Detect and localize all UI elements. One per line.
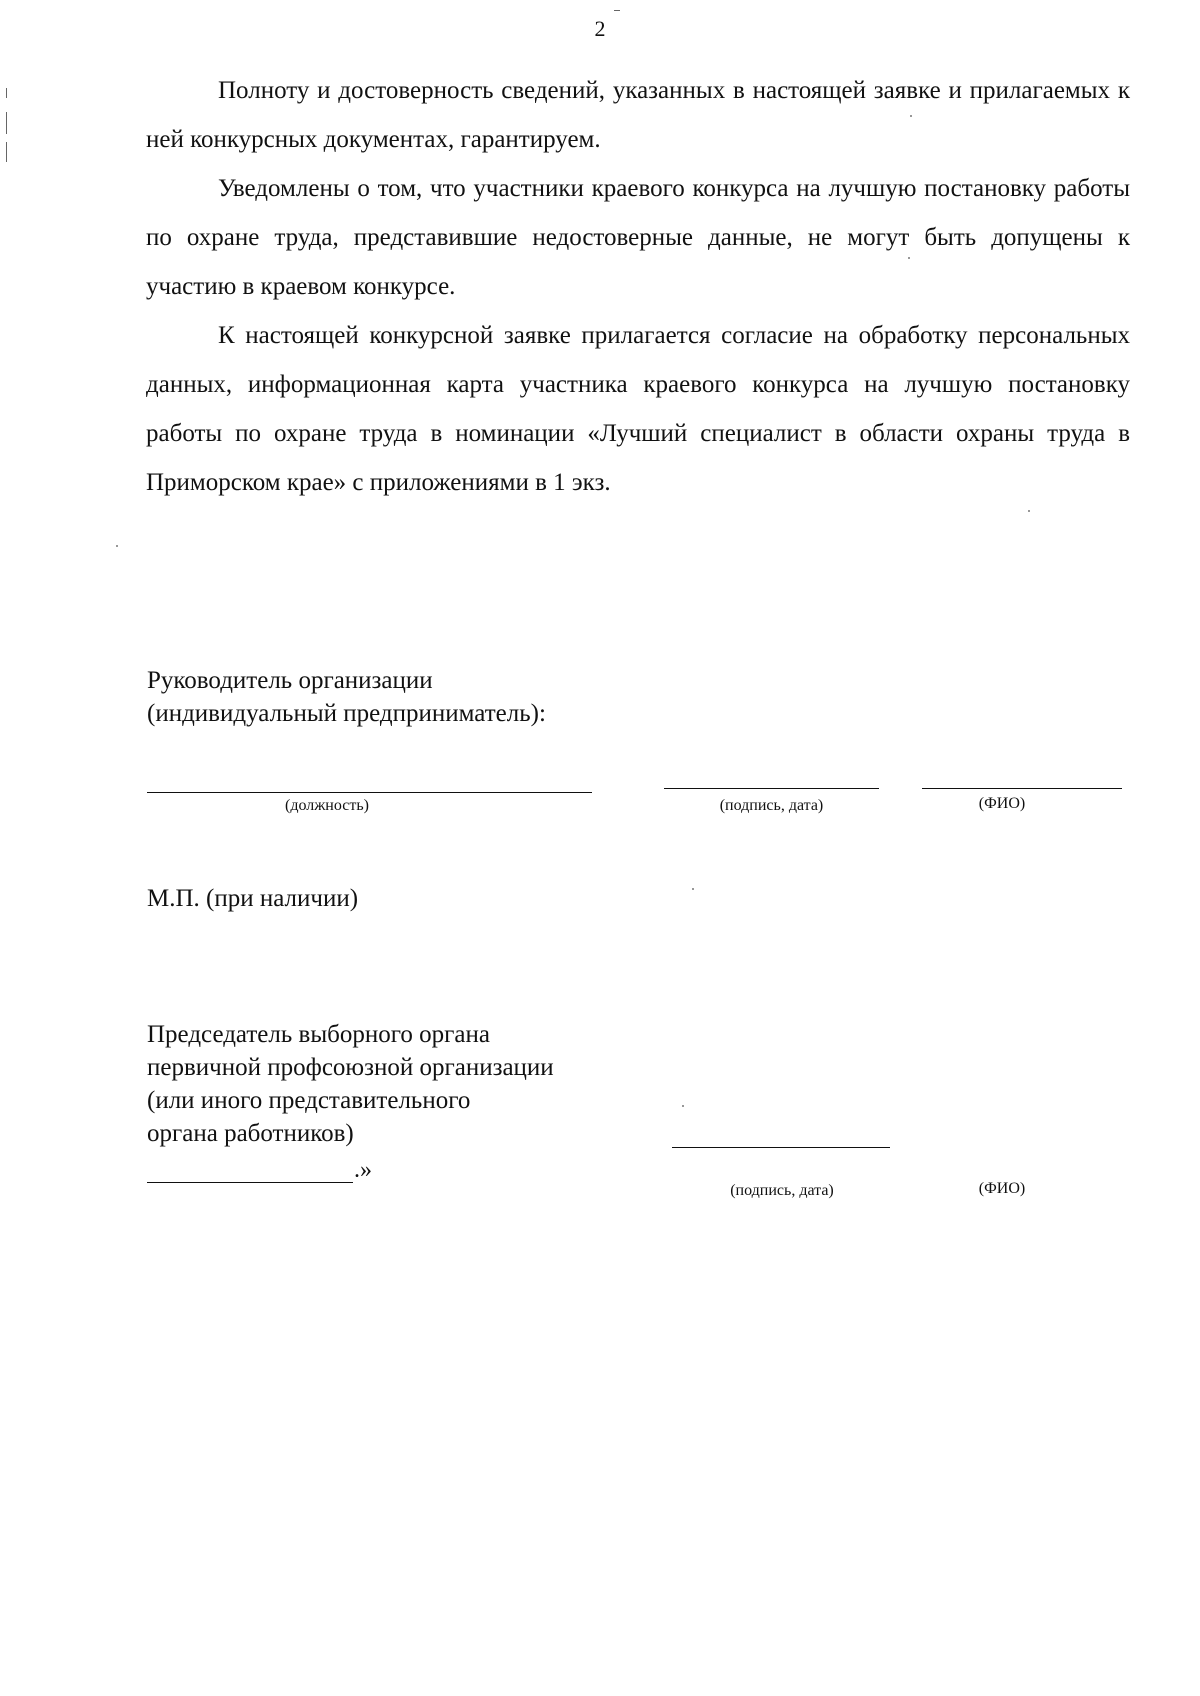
scan-dash-mark (614, 10, 620, 11)
head-signature-caption: (подпись, дата) (719, 797, 824, 814)
position-line (147, 792, 592, 793)
paragraph-guarantee: Полноту и достоверность сведений, указанных в настоящей заявке и прилагаемых к ней конкурсных документах, гарантируем. (146, 77, 1130, 153)
union-title-line: первичной профсоюзной организации (147, 1054, 554, 1081)
head-signature-title (147, 664, 546, 730)
paragraph-attachments: К настоящей конкурсной заявке прилагается согласие на обработку персональных данных, информационная карта участника краевого конкурса на лучшую постановку работы по охране труда в номинации «Лучший специалист в области охраны труда в Приморском крае» с приложениями в 1 экз. (146, 322, 1130, 496)
union-full-name-caption: (ФИО) (978, 1180, 1026, 1197)
scan-edge-mark (6, 112, 7, 134)
head-full-name-caption: (ФИО) (978, 795, 1026, 812)
union-name-line (147, 1182, 353, 1183)
stamp-label: М.П. (при наличии) (147, 885, 359, 912)
declaration-text (146, 66, 1130, 507)
position-caption: (должность) (285, 797, 369, 814)
head-title-line: Руководитель организации (147, 667, 433, 694)
union-signature-title (147, 1018, 554, 1150)
paragraph-notice: Уведомлены о том, что участники краевого конкурса на лучшую постановку работы по охране труда, представившие недостоверные данные, не могут быть допущены к участию в краевом конкурсе. (146, 175, 1130, 300)
union-signature-line (672, 1147, 890, 1148)
head-title-line: (индивидуальный предприниматель): (147, 700, 546, 727)
scan-speck (682, 1105, 684, 1107)
union-title-line: органа работников) (147, 1120, 354, 1147)
union-title-line: (или иного представительного (147, 1087, 471, 1114)
page-number: 2 (594, 16, 606, 41)
scan-speck (1028, 510, 1030, 512)
scan-edge-mark (6, 88, 7, 98)
union-signature-caption: (подпись, дата) (730, 1182, 834, 1199)
union-title-line: Председатель выборного органа (147, 1021, 490, 1048)
head-signature-line (664, 788, 879, 789)
scan-speck (692, 888, 694, 890)
head-full-name-line (922, 788, 1122, 789)
closing-quote-mark: .» (354, 1157, 372, 1183)
scan-speck (116, 545, 118, 547)
scan-edge-mark (6, 142, 7, 162)
